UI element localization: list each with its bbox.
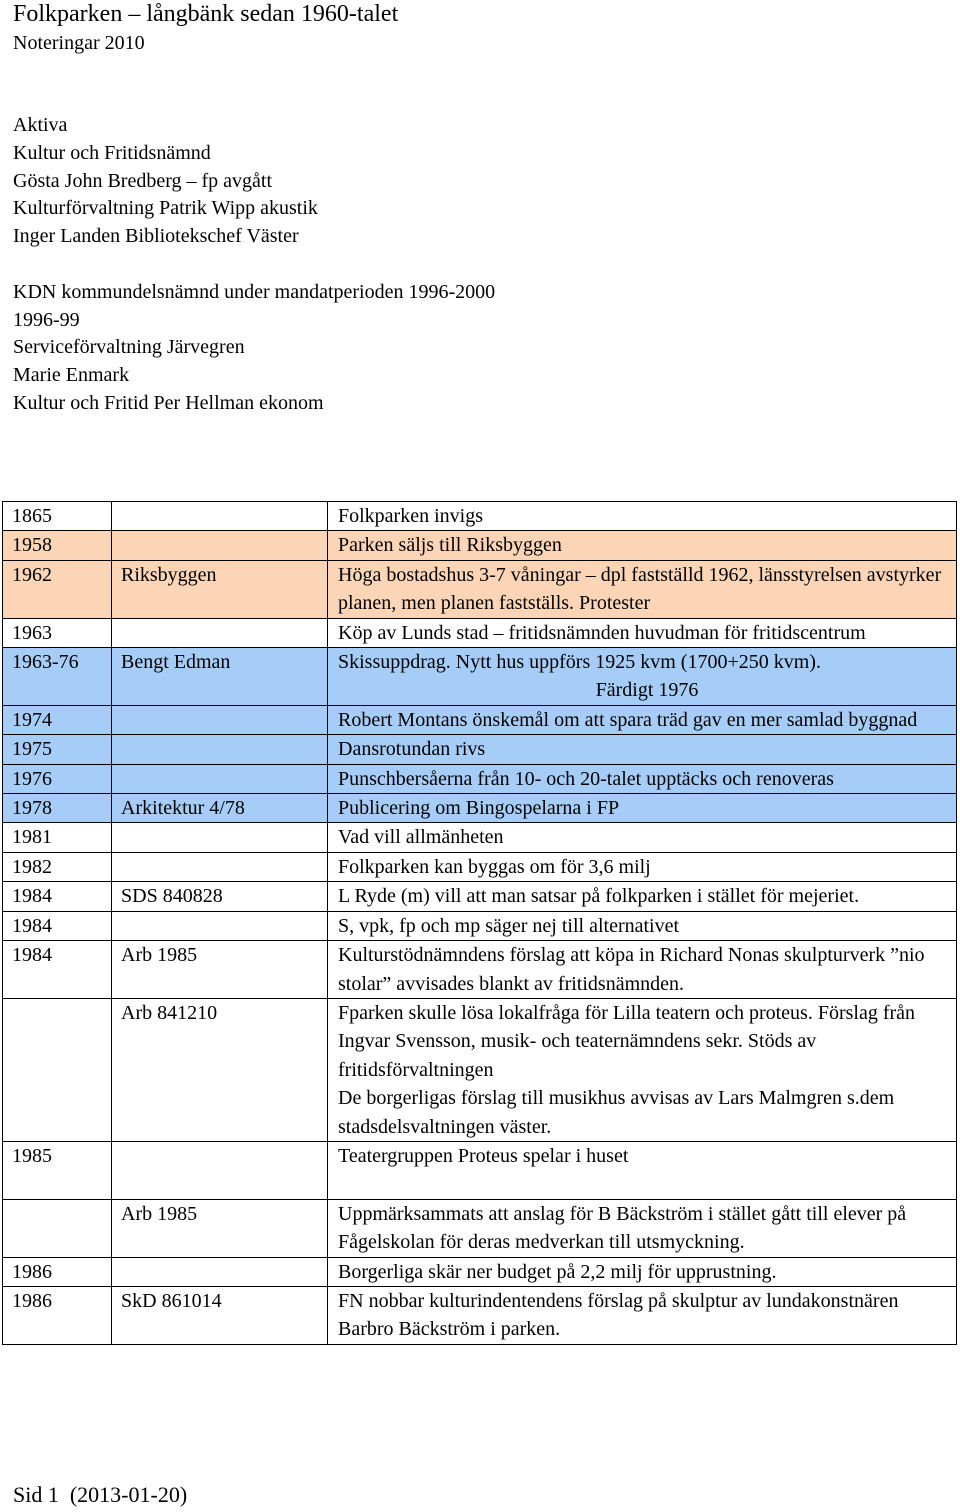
source-cell: SDS 840828: [112, 882, 328, 911]
source-cell: [112, 764, 328, 793]
event-text-centered: Färdigt 1976: [595, 679, 699, 702]
table-row: [3, 1141, 957, 1199]
year-cell: 1982: [3, 852, 112, 881]
event-cell: Uppmärksammats att anslag för B Bäckström i stället gått till elever på Fågelskolan för deras medverkan till utsmyckning.: [328, 1199, 957, 1257]
event-cell: Höga bostadshus 3-7 våningar – dpl fastställd 1962, länsstyrelsen avstyrker planen, men planen fastställs. Protester: [328, 560, 957, 618]
event-cell: Kulturstödnämndens förslag att köpa in Richard Nonas skulpturverk ”nio stolar” avvisades blankt av fritidsnämnden.: [328, 941, 957, 999]
year-cell: 1974: [3, 705, 112, 734]
page-footer: [13, 1480, 187, 1510]
table-row: [3, 560, 957, 618]
event-text: Fparken skulle lösa lokalfråga för Lilla teatern och proteus. Förslag från Ingvar Svensson, musik- och teaternämndens sekr. Stöds av fritidsförvaltningen: [338, 1001, 916, 1081]
table-row: [3, 502, 957, 531]
document-subtitle: Noteringar 2010: [13, 32, 145, 54]
year-cell: 1976: [3, 764, 112, 793]
source-cell: [112, 531, 328, 560]
page-number: Sid 1: [13, 1482, 59, 1507]
source-cell: [112, 705, 328, 734]
year-cell: 1986: [3, 1257, 112, 1286]
notes-line: Marie Enmark: [13, 364, 130, 387]
footer-date: (2013-01-20): [69, 1482, 188, 1507]
notes-line: Kulturförvaltning Patrik Wipp akustik: [13, 197, 318, 220]
source-cell: [112, 618, 328, 647]
source-cell: [112, 823, 328, 852]
table-row: [3, 531, 957, 560]
table-row: [3, 1286, 957, 1344]
source-cell: Arb 1985: [112, 1199, 328, 1257]
year-cell: 1978: [3, 794, 112, 823]
table-row: [3, 998, 957, 1141]
table-row: [3, 941, 957, 999]
event-text: Skissuppdrag. Nytt hus uppförs 1925 kvm (1700+250 kvm).: [338, 651, 821, 674]
timeline-table: [2, 501, 957, 1345]
year-cell: 1962: [3, 560, 112, 618]
year-cell: 1963-76: [3, 648, 112, 706]
year-cell: [3, 1199, 112, 1257]
source-cell: Bengt Edman: [112, 648, 328, 706]
year-cell: [3, 998, 112, 1141]
year-cell: 1984: [3, 941, 112, 999]
table-row: [3, 882, 957, 911]
table-row: [3, 794, 957, 823]
event-cell: Köp av Lunds stad – fritidsnämnden huvudman för fritidscentrum: [328, 618, 957, 647]
event-cell: Publicering om Bingospelarna i FP: [328, 794, 957, 823]
source-cell: SkD 861014: [112, 1286, 328, 1344]
source-cell: Riksbyggen: [112, 560, 328, 618]
source-cell: Arb 1985: [112, 941, 328, 999]
event-cell: Robert Montans önskemål om att spara träd gav en mer samlad byggnad: [328, 705, 957, 734]
source-cell: [112, 1257, 328, 1286]
notes-line: Kultur och Fritid Per Hellman ekonom: [13, 391, 324, 414]
year-cell: 1975: [3, 735, 112, 764]
notes-line: Aktiva: [13, 114, 68, 136]
event-cell: FN nobbar kulturindentendens förslag på skulptur av lundakonstnären Barbro Bäckström i parken.: [328, 1286, 957, 1344]
table-row: [3, 1257, 957, 1286]
notes-section: [13, 112, 495, 418]
source-cell: [112, 852, 328, 881]
notes-line: KDN kommundelsnämnd under mandatperioden 1996-2000: [13, 280, 496, 303]
table-row: [3, 823, 957, 852]
year-cell: 1865: [3, 502, 112, 531]
event-cell: [328, 998, 957, 1141]
event-cell: L Ryde (m) vill att man satsar på folkparken i stället för mejeriet.: [328, 882, 957, 911]
year-cell: 1986: [3, 1286, 112, 1344]
document-header: [13, 0, 398, 58]
table-row: [3, 911, 957, 940]
event-cell: [328, 648, 957, 706]
event-cell: Folkparken kan byggas om för 3,6 milj: [328, 852, 957, 881]
year-cell: 1958: [3, 531, 112, 560]
notes-line: Gösta John Bredberg – fp avgått: [13, 169, 273, 192]
source-cell: Arkitektur 4/78: [112, 794, 328, 823]
event-text: Teatergruppen Proteus spelar i huset: [338, 1144, 629, 1167]
source-cell: [112, 735, 328, 764]
year-cell: 1984: [3, 911, 112, 940]
event-cell: Dansrotundan rivs: [328, 735, 957, 764]
notes-line: Inger Landen Bibliotekschef Väster: [13, 225, 299, 248]
source-cell: Arb 841210: [112, 998, 328, 1141]
table-row: [3, 852, 957, 881]
table-row: [3, 764, 957, 793]
year-cell: 1985: [3, 1141, 112, 1199]
table-row: [3, 705, 957, 734]
table-row: [3, 735, 957, 764]
year-cell: 1963: [3, 618, 112, 647]
event-text: De borgerligas förslag till musikhus avvisas av Lars Malmgren s.dem stadsdelsvaltningen väster.: [338, 1087, 895, 1138]
notes-spacer: [13, 251, 495, 279]
source-cell: [112, 1141, 328, 1199]
event-cell: Folkparken invigs: [328, 502, 957, 531]
document-title: Folkparken – långbänk sedan 1960-talet: [13, 1, 399, 27]
source-cell: [112, 911, 328, 940]
source-cell: [112, 502, 328, 531]
event-cell: Vad vill allmänheten: [328, 823, 957, 852]
table-row: [3, 1199, 957, 1257]
notes-line: Kultur och Fritidsnämnd: [13, 141, 211, 164]
event-cell: Parken säljs till Riksbyggen: [328, 531, 957, 560]
notes-line: Serviceförvaltning Järvegren: [13, 336, 245, 359]
notes-line: 1996-99: [13, 308, 80, 331]
event-cell: Borgerliga skär ner budget på 2,2 milj för upprustning.: [328, 1257, 957, 1286]
year-cell: 1981: [3, 823, 112, 852]
table-row: [3, 648, 957, 706]
table-row: [3, 618, 957, 647]
event-cell: S, vpk, fp och mp säger nej till alternativet: [328, 911, 957, 940]
event-cell: [328, 1141, 957, 1199]
year-cell: 1984: [3, 882, 112, 911]
event-cell: Punschbersåerna från 10- och 20-talet upptäcks och renoveras: [328, 764, 957, 793]
